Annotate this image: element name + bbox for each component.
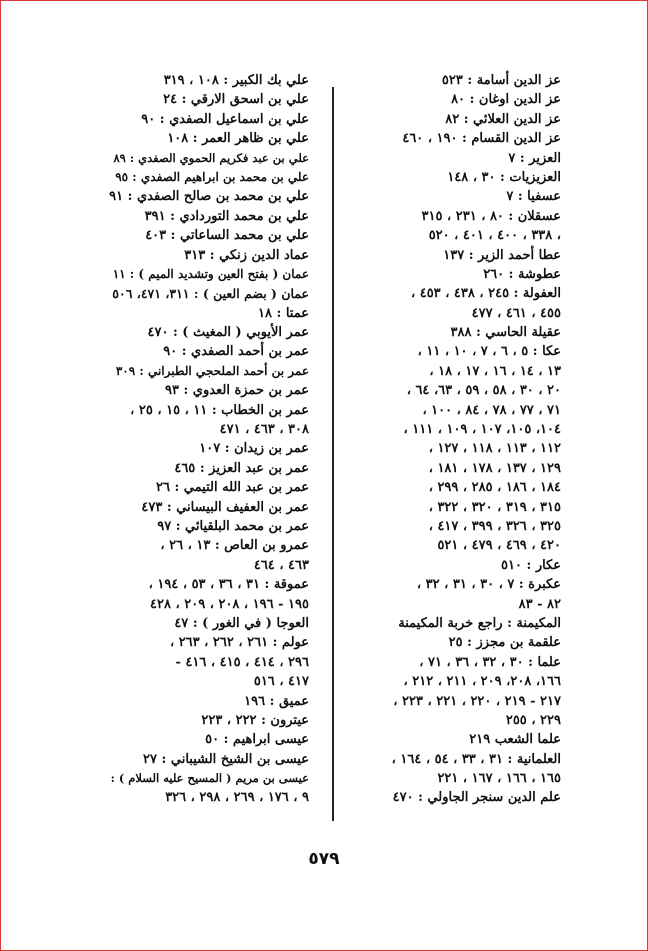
index-entry: العلمانية : ٣١ ، ٣٣ ، ٥٤ ، ١٦٤ ، (391, 751, 561, 767)
index-entry: عمتا : ١٨ (258, 305, 309, 321)
index-entry: ١٠٤، ١٠٥، ١٠٧ ، ١٠٩ ، ١١١ ، (403, 422, 561, 438)
index-entry: ١٨٤ ، ١٨٦ ، ٢٨٥ ، ٢٩٩ ، (428, 480, 561, 496)
index-entry: عمر بن محمد البلقيائي : ٩٧ (157, 518, 309, 534)
index-entry: عمر بن الخطاب : ١١ ، ١٥ ، ٢٥ ، (130, 402, 309, 418)
index-entry: علم الدين سنجر الجاولي : ٤٧٠ (392, 790, 561, 806)
index-entry: ٢١٧ - ٢١٩ ، ٢٢٠ ، ٢٢١ ، ٢٢٣ ، (393, 693, 561, 709)
index-entry: ١٦٦، ٢٠٨، ٢٠٩ ، ٢١١ ، ٢١٢ ، (403, 674, 561, 690)
index-entry: عموقة : ٣١ ، ٣٦ ، ٥٣ ، ١٩٤ ، (148, 577, 309, 593)
index-entry: عماد الدين زنكي : ٣١٣ (184, 247, 309, 263)
index-entry: عز الدين اوغان : ٨٠ (451, 92, 561, 108)
index-entry: عمان ( بفتح العين وتشديد الميم ) : ١١ (112, 266, 309, 281)
index-entry: علي بن محمد بن صالح الصفدي : ٩١ (109, 189, 309, 205)
index-entry: ٤١٧ ، ٥١٦ (253, 674, 309, 690)
index-entry: عيسى بن الشيخ الشيباني : ٢٧ (143, 751, 309, 767)
index-entry: عكبرة : ٧ ، ٣٠ ، ٣١ ، ٣٢ ، (416, 577, 561, 593)
index-entry: ٤٥٥ ، ٤٦١ ، ٤٧٧ (471, 305, 561, 321)
index-entry: عمر بن عبد العزيز : ٤٦٥ (174, 460, 309, 476)
index-entry: علي بن ظاهر العمر : ١٠٨ (167, 131, 309, 147)
index-entry: ٤٦٣ ، ٤٦٤ (253, 557, 309, 573)
index-entry: علي بن محمد الساعاتي : ٤٠٣ (145, 228, 309, 244)
index-entry: عقيلة الحاسي : ٣٨٨ (450, 325, 561, 341)
index-entry: عمر بن أحمد الصفدي : ٩٠ (163, 344, 309, 360)
column-divider (332, 87, 334, 821)
index-entry: عولم : ٢٦١ ، ٢٦٢ ، ٢٦٣ ، (169, 635, 309, 651)
index-entry: عمر بن أحمد الملحجي الطبراني : ٣٠٩ (115, 363, 309, 378)
index-entry: عطوشة : ٢٦٠ (483, 266, 561, 282)
index-entry: عيسى بن مريم ( المسيح عليه السلام ) : (110, 771, 309, 786)
index-entry: عمرو بن العاص : ١٣ ، ٢٦ ، (160, 538, 309, 554)
index-entry: ٣٢٥ ، ٣٢٦ ، ٣٩٩ ، ٤١٧ ، (428, 518, 561, 534)
page-number: ٥٧٩ (308, 849, 340, 869)
index-entry: ١٩٥ - ١٩٦ ، ٢٠٨ ، ٢٠٩ ، ٤٢٨ (150, 596, 309, 612)
index-entry: ٤٢٠ ، ٤٦٩ ، ٤٧٩ ، ٥٢١ (437, 538, 561, 554)
index-entry: عمر بن العفيف البيساني : ٤٧٣ (141, 499, 309, 515)
index-entry: عمر الأيوبي ( المغيث ) : ٤٧٠ (147, 325, 309, 341)
index-entry: عمر بن حمزة العدوي : ٩٣ (164, 383, 309, 399)
index-entry: عز الدين العلائي : ٨٢ (445, 111, 561, 127)
index-entry: ، ٣٣٨ ، ٤٠٠ ، ٤٠١ ، ٥٢٠ (428, 228, 561, 244)
index-entry: علي بن محمد بن ابراهيم الصفدي : ٩٥ (115, 169, 309, 184)
index-entry: ١١٢ ، ١١٣ ، ١١٨ ، ١٢٧ ، (428, 441, 561, 457)
index-entry: العزيزيات : ٣٠ ، ١٤٨ (447, 169, 561, 185)
index-entry: عطا أحمد الزير : ١٣٧ (443, 247, 561, 263)
index-entry: عمر بن عبد الله التيمي : ٢٦ (155, 480, 309, 496)
index-entry: ١٣ ، ١٤ ، ١٦ ، ١٧ ، ١٨ ، (429, 363, 561, 379)
index-entry: العزير : ٧ (508, 150, 561, 166)
index-entry: عميق : ١٩٦ (244, 693, 309, 709)
index-entry: علي بك الكبير : ١٠٨ ، ٣١٩ (163, 73, 309, 88)
index-entry: ٢٩٦ ، ٤١٤ ، ٤١٥ ، ٤١٦ - (175, 654, 309, 670)
index-entry: علي بن عبد فكريم الحموي الصفدي : ٨٩ (113, 150, 309, 165)
index-entry: ٩ ، ١٧٦ ، ٢٦٩ ، ٢٩٨ ، ٣٢٦ (165, 790, 309, 806)
index-entry: عكا : ٥ ، ٦ ، ٧ ، ١٠ ، ١١ ، (417, 344, 561, 360)
index-entry: ٣٠٨ ، ٤٦٣ ، ٤٧١ (219, 422, 309, 438)
index-entry: ٨٢ - ٨٣ (518, 596, 561, 612)
index-entry: المكيمنة : راجع خربة المكيمنة (398, 615, 561, 631)
index-entry: عكار : ٥١٠ (501, 557, 561, 573)
index-entry: عيسى ابراهيم : ٥٠ (205, 732, 309, 748)
index-entry: عمر بن زيدان : ١٠٧ (199, 441, 309, 457)
index-entry: العوجا ( في الغور ) : ٤٧ (174, 615, 309, 631)
index-entry: ١٦٥ ، ١٦٦ ، ١٦٧ ، ٢٢١ (437, 771, 561, 787)
index-entry: ٢٠ ، ٣٠ ، ٥٨ ، ٥٩ ، ٦٣، ٦٤ ، (406, 383, 561, 399)
index-entry: عيترون : ٢٢٢ ، ٢٢٣ (201, 712, 309, 728)
index-entry: علقمة بن مجزز : ٢٥ (448, 635, 561, 651)
index-entry: ٢٢٩ ، ٢٥٥ (505, 712, 561, 728)
index-entry: علي بن محمد التوردادي : ٣٩١ (144, 208, 309, 224)
index-entry: ١٢٩ ، ١٣٧ ، ١٧٨ ، ١٨١ ، (428, 460, 561, 476)
index-entry: ٣١٥ ، ٣١٩ ، ٣٢٠ ، ٣٢٢ ، (428, 499, 561, 515)
index-entry: عسقلان : ٨٠ ، ٢٣١ ، ٣١٥ (421, 208, 561, 224)
index-entry: عز الدين القسام : ١٩٠ ، ٤٦٠ (402, 131, 561, 147)
index-entry: علما : ٣٠ ، ٣٢ ، ٣٦ ، ٧١ ، (419, 654, 561, 670)
index-entry: عز الدين أسامة : ٥٢٣ (441, 73, 561, 88)
index-entry: علي بن اسماعيل الصفدي : ٩٠ (141, 111, 309, 127)
index-entry: عسفيا : ٧ (506, 189, 561, 205)
index-column-right (321, 71, 561, 808)
index-entry: عمان ( بضم العين ) : ٣١١، ٤٧١، ٥٠٦ (112, 286, 309, 302)
index-entry: علما الشعب ٢١٩ (469, 732, 561, 748)
index-entry: ٧١ ، ٧٧ ، ٧٨ ، ٨٤ ، ١٠٠ ، (422, 402, 561, 418)
index-entry: علي بن اسحق الارقي : ٢٤ (163, 92, 309, 108)
index-entry: العفولة : ٢٤٥ ، ٤٣٨ ، ٤٥٣ ، (410, 286, 561, 302)
index-column-left (109, 71, 309, 808)
